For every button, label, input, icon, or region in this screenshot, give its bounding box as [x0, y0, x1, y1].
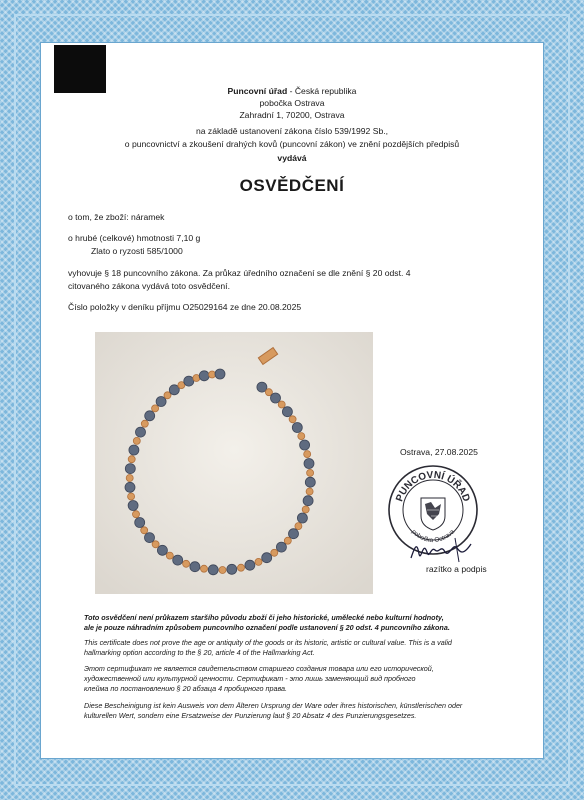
bracelet-stone	[292, 423, 302, 433]
bracelet-stone	[215, 369, 225, 379]
bracelet-stone	[199, 371, 209, 381]
address-line: Zahradní 1, 70200, Ostrava	[239, 110, 345, 120]
bracelet-bead	[126, 475, 133, 482]
bracelet-bead	[128, 493, 135, 500]
bracelet-bead	[289, 416, 296, 423]
bracelet-stone	[184, 376, 194, 386]
compliance-line-2: citovaného zákona vydává toto osvědčení.	[68, 281, 230, 291]
bracelet-bead	[298, 433, 305, 440]
disclaimer-de-2: kulturellen Wert, sondern eine Ersatzweise der Punzierung laut § 20 Absatz 4 des Punzierungsgesetzes.	[84, 711, 417, 720]
bracelet-stone	[227, 564, 237, 574]
bracelet-stone	[289, 529, 299, 539]
law-line-2: o puncovnictví a zkoušení drahých kovů (puncovní zákon) ve znění pozdějších předpisů	[124, 139, 460, 149]
bracelet-stone	[271, 393, 281, 403]
stamp-bottom-text: pobočka Ostrava	[409, 528, 457, 545]
bracelet-stone	[129, 445, 139, 455]
bracelet-bead	[152, 405, 159, 412]
disclaimer-en-2: hallmarking option according to the § 20, article 4 of the Hallmarking Act.	[84, 648, 315, 657]
bracelet-bead	[166, 552, 173, 559]
disclaimer-ru-3: клейма по постановлению § 20 абзаца 4 пробирного права.	[84, 684, 288, 693]
bracelet-stone	[157, 545, 167, 555]
disclaimer-cz-1: Toto osvědčení není průkazem staršího původu zboží či jeho historické, umělecké nebo kulturní hodnoty,	[84, 613, 444, 622]
bracelet-bead	[306, 488, 313, 495]
stamp-top-text: PUNCOVNÍ ÚŘAD	[394, 469, 472, 504]
bracelet-stone	[125, 464, 135, 474]
bracelet-bead	[271, 549, 278, 556]
purity-line: Zlato o ryzosti 585/1000	[91, 246, 183, 256]
bracelet-bead	[307, 469, 314, 476]
bracelet-bead	[141, 527, 148, 534]
bracelet-photo	[95, 332, 373, 594]
bracelet-stone	[125, 482, 135, 492]
bracelet-stone	[156, 397, 166, 407]
bracelet-bead	[201, 565, 208, 572]
bracelet-stone	[145, 533, 155, 543]
bracelet-bead	[278, 401, 285, 408]
bracelet-stone	[245, 560, 255, 570]
bracelet-bead	[238, 564, 245, 571]
bracelet-bead	[133, 511, 140, 518]
law-line: na základě ustanovení zákona číslo 539/1992 Sb.,	[195, 126, 389, 136]
bracelet-bead	[255, 558, 262, 565]
office-line	[40, 86, 544, 97]
compliance-line-1: vyhovuje § 18 puncovního zákona. Za průkaz úředního označení se dle znění § 20 odst. 4	[68, 268, 411, 278]
bracelet-stone	[173, 555, 183, 565]
disclaimer-cz-2: ale je pouze náhradním způsobem puncovního označení podle ustanovení § 20 odst. 4 puncovního zákona.	[84, 623, 450, 632]
signature	[405, 532, 477, 566]
goods-line: o tom, že zboží: náramek	[68, 212, 165, 222]
item-number-line: Číslo položky v deníku příjmu O25029164 ze dne 20.08.2025	[68, 302, 302, 312]
bracelet-stone	[300, 440, 310, 450]
bracelet-stone	[276, 542, 286, 552]
bracelet-stone	[128, 501, 138, 511]
place-date: Ostrava, 27.08.2025	[400, 447, 478, 457]
issues-line: vydává	[277, 153, 307, 163]
weight-line: o hrubé (celkové) hmotnosti 7,10 g	[68, 233, 201, 243]
disclaimer-ru-1: Этот сертификат не является свидетельством старшего создания товара или его исторической,	[84, 664, 434, 673]
disclaimer-en-1: This certificate does not prove the age or antiquity of the goods or its historic, artistic or cultural value. This is a valid	[84, 638, 452, 647]
bracelet-stone	[208, 565, 218, 575]
coat-of-arms-icon	[421, 498, 445, 530]
bracelet-stone	[135, 518, 145, 528]
bracelet-bead	[128, 456, 135, 463]
office-name: Puncovní úřad	[227, 86, 288, 96]
bracelet-image	[95, 332, 373, 594]
bracelet-stone	[297, 513, 307, 523]
bracelet-bead	[141, 420, 148, 427]
bracelet-bead	[183, 560, 190, 567]
bracelet-stone	[303, 496, 313, 506]
bracelet-bead	[219, 567, 226, 574]
bracelet-bead	[295, 523, 302, 530]
bracelet-stone	[145, 411, 155, 421]
bracelet-stone	[190, 562, 200, 572]
bracelet-stone	[136, 427, 146, 437]
bracelet-bead	[302, 506, 309, 513]
bracelet-bead	[209, 371, 216, 378]
bracelet-bead	[284, 537, 291, 544]
office-country: - Česká republika	[287, 86, 357, 96]
bracelet-stone	[304, 459, 314, 469]
bracelet-stone	[305, 477, 315, 487]
certificate-title: OSVĚDČENÍ	[239, 176, 345, 195]
branch-line: pobočka Ostrava	[259, 98, 325, 108]
signature-label: razítko a podpis	[426, 564, 487, 574]
bracelet-bead	[133, 437, 140, 444]
bracelet-bead	[152, 541, 159, 548]
disclaimer-ru-2: художественной или культурной ценности. Сертификат - это лишь заменяющий вид пробного	[84, 674, 416, 683]
disclaimer-de-1: Diese Bescheinigung ist kein Ausweis von dem Älteren Ursprung der Ware oder ihres historischen, künstlerischen oder	[84, 701, 463, 710]
bracelet-stone	[262, 553, 272, 563]
bracelet-stone	[282, 407, 292, 417]
bracelet-bead	[304, 451, 311, 458]
